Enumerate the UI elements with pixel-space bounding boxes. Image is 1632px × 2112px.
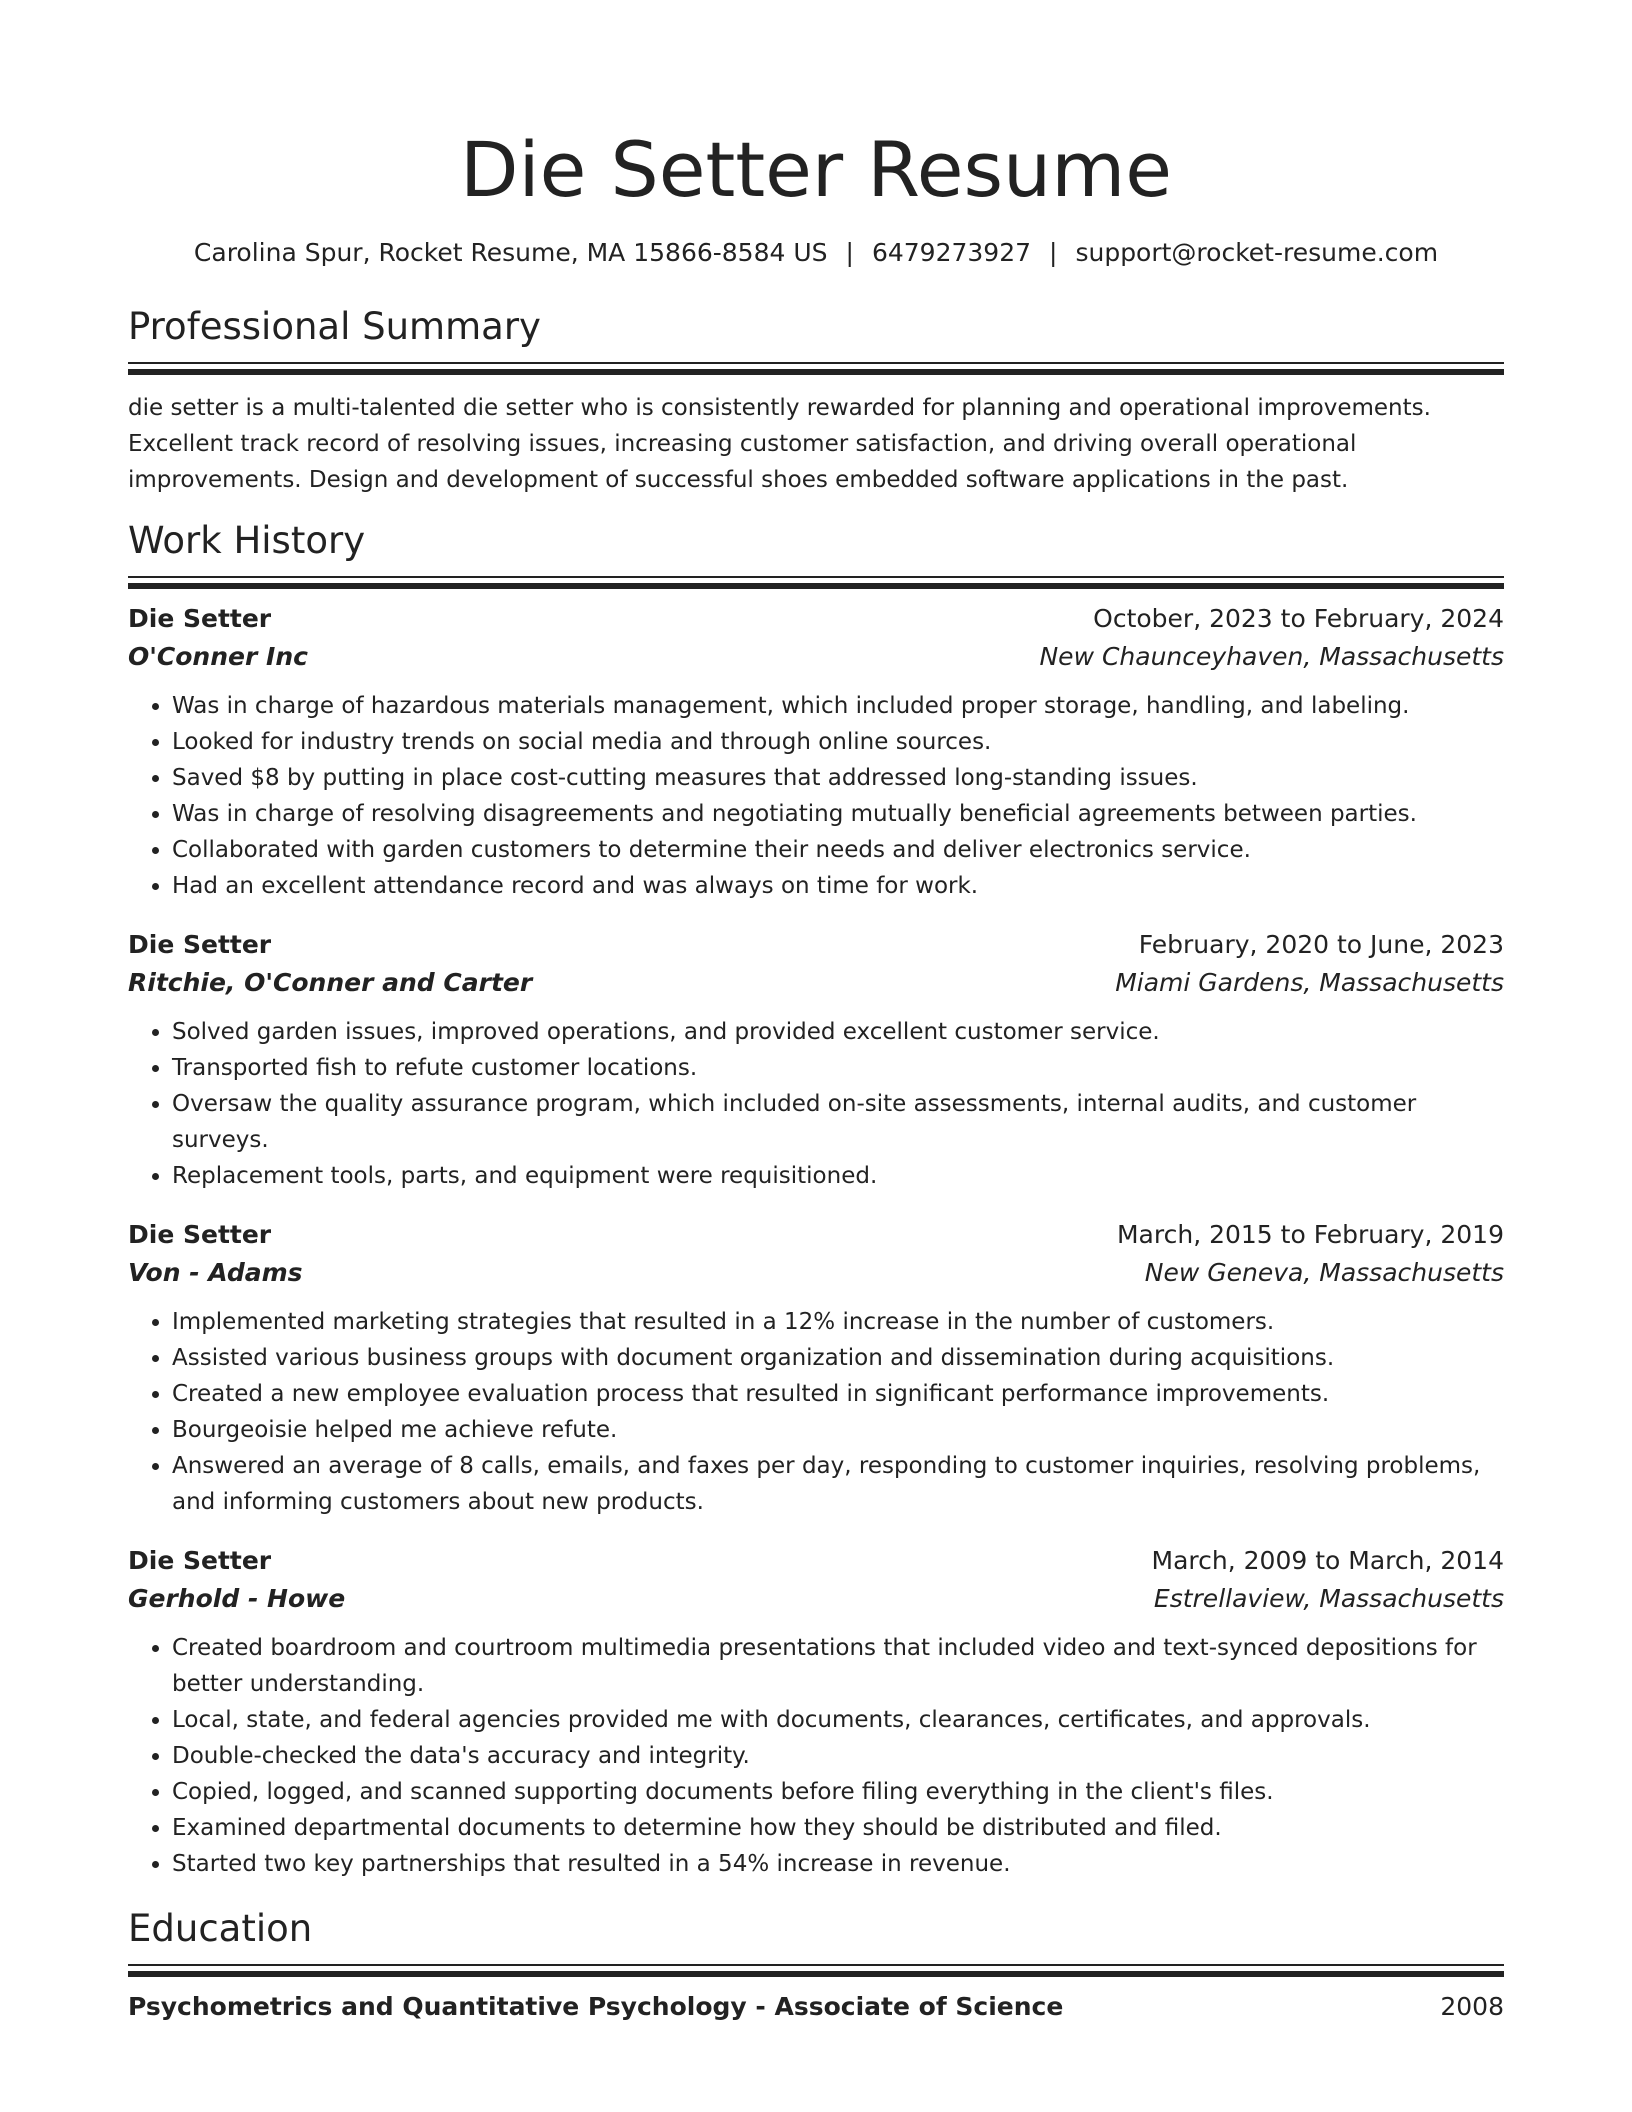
job-bullet: • Examined departmental documents to determine how they should be distributed and filed.: [172, 1810, 1504, 1846]
section-divider: [128, 1964, 1504, 1976]
job-dates: March, 2015 to February, 2019: [1116, 1220, 1504, 1249]
job-location: New Geneva, Massachusetts: [1144, 1258, 1504, 1287]
resume-title: Die Setter Resume: [459, 125, 1173, 214]
job-bullet: • Double-checked the data's accuracy and integrity.: [172, 1738, 1504, 1774]
job-bullet: • Created a new employee evaluation process that resulted in significant performance improvements.: [172, 1376, 1504, 1412]
job-bullets: [128, 688, 1504, 904]
contact-phone: 6479273927: [871, 238, 1032, 267]
job-company-row: [128, 1254, 1504, 1292]
job-entry: [128, 926, 1504, 1194]
job-company-row: [128, 1580, 1504, 1618]
education-entry: [128, 1988, 1504, 2026]
job-header-row: [128, 1542, 1504, 1580]
job-bullet: • Implemented marketing strategies that resulted in a 12% increase in the number of customers.: [172, 1304, 1504, 1340]
job-header-row: [128, 1216, 1504, 1254]
resume-page: [128, 0, 1504, 2026]
job-title: Die Setter: [128, 1220, 272, 1249]
job-bullet: • Was in charge of hazardous materials management, which included proper storage, handling, and labeling.: [172, 688, 1504, 724]
summary-text: die setter is a multi-talented die setter who is consistently rewarded for planning and operational improvements. Excellent track record of resolving issues, increasing customer satisfaction, and driving overall operational improvements. Design and development of successful shoes embedded software applications in the past.: [128, 395, 1431, 493]
contact-email: support@rocket-resume.com: [1075, 238, 1439, 267]
job-bullet: • Looked for industry trends on social media and through online sources.: [172, 724, 1504, 760]
contact-separator: |: [845, 238, 854, 267]
job-location: New Chaunceyhaven, Massachusetts: [1039, 642, 1504, 671]
section-divider: [128, 362, 1504, 374]
job-bullet: • Assisted various business groups with document organization and dissemination during acquisitions.: [172, 1340, 1504, 1376]
education-degree: Psychometrics and Quantitative Psychology - Associate of Science: [128, 1992, 1064, 2021]
job-company: Gerhold - Howe: [128, 1584, 346, 1613]
job-title: Die Setter: [128, 604, 272, 633]
job-bullet: • Solved garden issues, improved operations, and provided excellent customer service.: [172, 1014, 1504, 1050]
job-bullets: [128, 1014, 1504, 1194]
section-heading: Work History: [128, 519, 366, 562]
job-dates: March, 2009 to March, 2014: [1151, 1546, 1504, 1575]
job-header-row: [128, 600, 1504, 638]
job-entry: [128, 600, 1504, 904]
job-company-row: [128, 964, 1504, 1002]
job-entry: [128, 1216, 1504, 1520]
summary-section: [128, 304, 1504, 498]
education-section: [128, 1906, 1504, 2026]
job-bullet: • Oversaw the quality assurance program, which included on-site assessments, internal audits, and customer surveys.: [172, 1086, 1504, 1158]
job-bullet: • Copied, logged, and scanned supporting documents before filing everything in the client's files.: [172, 1774, 1504, 1810]
job-bullet: • Answered an average of 8 calls, emails, and faxes per day, responding to customer inquiries, resolving problems, and informing customers about new products.: [172, 1448, 1504, 1520]
job-entry: [128, 1542, 1504, 1882]
job-title: Die Setter: [128, 930, 272, 959]
job-bullets: [128, 1304, 1504, 1520]
contact-separator: |: [1049, 238, 1058, 267]
job-company: Ritchie, O'Conner and Carter: [128, 968, 533, 997]
job-location: Estrellaview, Massachusetts: [1153, 1584, 1504, 1613]
section-divider: [128, 576, 1504, 588]
job-bullet: • Had an excellent attendance record and was always on time for work.: [172, 868, 1504, 904]
contact-line: [128, 236, 1504, 270]
job-dates: February, 2020 to June, 2023: [1138, 930, 1504, 959]
job-header-row: [128, 926, 1504, 964]
job-bullet: • Collaborated with garden customers to determine their needs and deliver electronics service.: [172, 832, 1504, 868]
job-company: Von - Adams: [128, 1258, 303, 1287]
job-company: O'Conner Inc: [128, 642, 308, 671]
job-location: Miami Gardens, Massachusetts: [1115, 968, 1504, 997]
job-bullet: • Was in charge of resolving disagreements and negotiating mutually beneficial agreements between parties.: [172, 796, 1504, 832]
job-bullet: • Local, state, and federal agencies provided me with documents, clearances, certificates, and approvals.: [172, 1702, 1504, 1738]
job-bullet: • Transported fish to refute customer locations.: [172, 1050, 1504, 1086]
job-title: Die Setter: [128, 1546, 272, 1575]
job-bullets: [128, 1630, 1504, 1882]
job-list: [128, 600, 1504, 1882]
section-heading: Education: [128, 1907, 313, 1950]
job-bullet: • Started two key partnerships that resulted in a 54% increase in revenue.: [172, 1846, 1504, 1882]
job-bullet: • Bourgeoisie helped me achieve refute.: [172, 1412, 1504, 1448]
education-year: 2008: [1440, 1992, 1504, 2021]
education-list: [128, 1988, 1504, 2026]
job-bullet: • Saved $8 by putting in place cost-cutting measures that addressed long-standing issues.: [172, 760, 1504, 796]
job-bullet: • Replacement tools, parts, and equipment were requisitioned.: [172, 1158, 1504, 1194]
work-history-section: [128, 518, 1504, 1882]
job-dates: October, 2023 to February, 2024: [1093, 604, 1504, 633]
section-heading: Professional Summary: [128, 305, 541, 348]
job-bullet: • Created boardroom and courtroom multimedia presentations that included video and text-synced depositions for better understanding.: [172, 1630, 1504, 1702]
contact-address: Carolina Spur, Rocket Resume, MA 15866-8584 US: [193, 238, 828, 267]
job-company-row: [128, 638, 1504, 676]
